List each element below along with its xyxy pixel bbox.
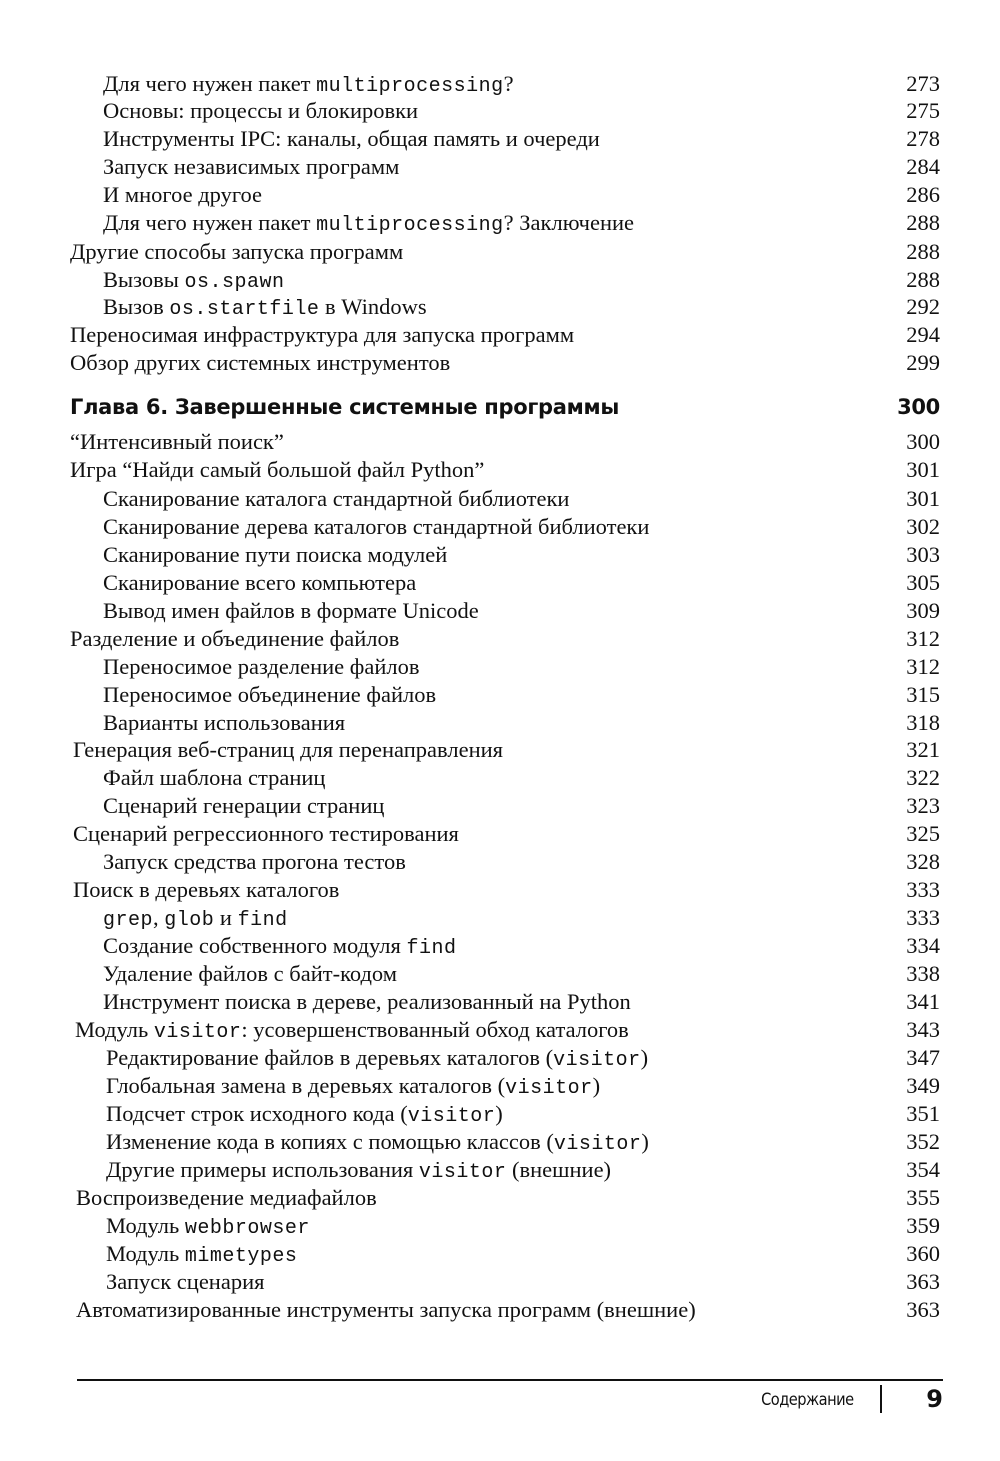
toc-entry — [0, 125, 1000, 153]
toc-entry — [0, 876, 1000, 904]
title-text: ) — [640, 1045, 649, 1070]
toc-page-number: 301 — [906, 457, 940, 482]
title-text: Вызовы — [103, 267, 185, 292]
title-text: Автоматизированные инструменты запуска программ (внешние) — [76, 1297, 696, 1322]
toc-entry — [0, 1100, 1000, 1128]
toc-entry-title — [103, 597, 479, 625]
chapter-heading — [0, 393, 1000, 421]
toc-page-number: 300 — [897, 395, 940, 419]
code-identifier: os.startfile — [169, 298, 320, 321]
title-text: : усовершенствованный обход каталогов — [241, 1017, 629, 1042]
title-text: ) — [641, 1129, 649, 1154]
toc-entry — [0, 848, 1000, 876]
title-text: Сценарий генерации страниц — [103, 793, 385, 818]
toc-entry — [0, 1240, 1000, 1268]
toc-entry — [0, 456, 1000, 484]
toc-entry-title — [103, 513, 649, 541]
toc-entry — [0, 181, 1000, 209]
code-identifier: visitor — [407, 1105, 496, 1128]
title-text: Сканирование пути поиска модулей — [103, 542, 448, 567]
toc-page-number: 315 — [906, 682, 940, 707]
toc-page-number: 312 — [906, 626, 940, 651]
toc-entry — [0, 349, 1000, 377]
toc-entry-title — [70, 321, 574, 349]
toc-page-number: 305 — [906, 570, 940, 595]
title-text: Модуль — [106, 1213, 185, 1238]
toc-entry-title — [103, 792, 384, 820]
toc-entry — [0, 904, 1000, 932]
toc-page-number: 359 — [906, 1213, 940, 1238]
toc-page-number: 312 — [906, 654, 940, 679]
toc-entry — [0, 321, 1000, 349]
title-text: ) — [495, 1101, 503, 1126]
code-identifier: os.spawn — [184, 271, 285, 294]
toc-entry-title — [103, 485, 569, 513]
footer-section-label: Содержание — [761, 1390, 854, 1410]
title-text: “Интенсивный поиск” — [70, 429, 284, 454]
toc-entry — [0, 1212, 1000, 1240]
footer-page-number: 9 — [926, 1385, 943, 1413]
toc-page-number: 278 — [906, 126, 940, 151]
toc-page-number: 288 — [906, 239, 940, 264]
title-text: Вызов — [103, 294, 170, 319]
title-text: Другие способы запуска программ — [70, 239, 404, 264]
title-text: Переносимая инфраструктура для запуска программ — [70, 322, 575, 347]
toc-page-number: 323 — [906, 793, 940, 818]
toc-entry-title — [70, 625, 399, 653]
toc-entry — [0, 1268, 1000, 1296]
title-text: Удаление файлов с байт-кодом — [103, 961, 397, 986]
code-identifier: visitor — [553, 1049, 641, 1072]
title-text: Инструмент поиска в дереве, реализованный на Python — [103, 989, 631, 1014]
title-text: Разделение и объединение файлов — [70, 626, 400, 651]
toc-entry-title — [76, 1184, 377, 1212]
toc-page-number: 351 — [906, 1101, 940, 1126]
toc-entry — [0, 1016, 1000, 1044]
title-text: Игра “Найди самый большой файл Python” — [70, 457, 485, 482]
toc-entry — [0, 1296, 1000, 1324]
toc-entry — [0, 70, 1000, 98]
title-text: Другие примеры использования — [106, 1157, 419, 1182]
toc-page-number: 349 — [906, 1073, 940, 1098]
toc-page-number: 301 — [906, 486, 940, 511]
toc-page-number: 333 — [906, 877, 940, 902]
title-text: Глава 6. Завершенные системные программы — [70, 395, 620, 419]
toc-entry — [0, 97, 1000, 125]
toc-entry — [0, 238, 1000, 266]
toc-entry — [0, 153, 1000, 181]
code-identifier: mimetypes — [184, 1245, 298, 1268]
title-text: Запуск сценария — [106, 1269, 265, 1294]
title-text: Поиск в деревьях каталогов — [73, 877, 340, 902]
title-text: ? — [503, 71, 514, 96]
toc-page-number: 275 — [906, 98, 940, 123]
toc-entry-title — [106, 1100, 503, 1131]
toc-entry — [0, 792, 1000, 820]
title-text: Файл шаблона страниц — [103, 765, 326, 790]
toc-page-number: 322 — [906, 765, 940, 790]
title-text: Запуск средства прогона тестов — [103, 849, 406, 874]
toc-entry-title — [106, 1128, 649, 1159]
toc-page-number: 333 — [906, 905, 940, 930]
toc-entry-title — [103, 181, 262, 209]
toc-page-number: 273 — [906, 71, 940, 96]
title-text: Сканирование дерева каталогов стандартной библиотеки — [103, 514, 650, 539]
toc-page-number: 286 — [906, 182, 940, 207]
title-text: Инструменты IPC: каналы, общая память и очереди — [103, 126, 600, 151]
toc-page-number: 338 — [906, 961, 940, 986]
toc-entry-title — [103, 653, 420, 681]
toc-page-number: 343 — [906, 1017, 940, 1042]
title-text: Сканирование всего компьютера — [103, 570, 417, 595]
title-text: Вывод имен файлов в формате Unicode — [103, 598, 479, 623]
toc-entry-title — [76, 1296, 696, 1324]
toc-entry — [0, 1044, 1000, 1072]
title-text: Редактирование файлов в деревьях каталогов ( — [106, 1045, 554, 1070]
title-text: Подсчет строк исходного кода ( — [106, 1101, 408, 1126]
toc-page-number: 355 — [906, 1185, 940, 1210]
toc-entry-title — [103, 153, 399, 181]
toc-entry — [0, 569, 1000, 597]
toc-entry-title — [103, 541, 447, 569]
toc-entry — [0, 653, 1000, 681]
toc-entry-title — [75, 1016, 629, 1047]
title-text: Переносимое объединение файлов — [103, 682, 437, 707]
toc-entry-title — [103, 709, 345, 737]
toc-page-number: 360 — [906, 1241, 940, 1266]
code-identifier: glob — [164, 909, 215, 932]
toc-entry-title — [70, 349, 450, 377]
toc-entry — [0, 1156, 1000, 1184]
title-text: Модуль — [106, 1241, 185, 1266]
toc-page-number: 292 — [906, 294, 940, 319]
toc-page-number: 303 — [906, 542, 940, 567]
toc-entry-title — [103, 209, 634, 240]
code-identifier: multiprocessing — [316, 214, 504, 237]
code-identifier: visitor — [418, 1161, 507, 1184]
title-text: Изменение кода в копиях с помощью классов ( — [106, 1129, 554, 1154]
toc-page-number: 288 — [906, 267, 940, 292]
toc-page-number: 352 — [906, 1129, 940, 1154]
toc-page-number: 294 — [906, 322, 940, 347]
toc-entry — [0, 681, 1000, 709]
toc-page-number: 334 — [906, 933, 940, 958]
toc-entry-title — [103, 988, 631, 1016]
toc-entry — [0, 513, 1000, 541]
title-text: Глобальная замена в деревьях каталогов ( — [106, 1073, 506, 1098]
toc-page-number: 341 — [906, 989, 940, 1014]
title-text: Варианты использования — [103, 710, 346, 735]
title-text: Основы: процессы и блокировки — [103, 98, 419, 123]
toc-entry — [0, 1128, 1000, 1156]
title-text: Воспроизведение медиафайлов — [76, 1185, 377, 1210]
toc-entry-title — [70, 428, 284, 456]
toc-entry — [0, 1072, 1000, 1100]
toc-entry-title — [103, 904, 288, 935]
title-text: Для чего нужен пакет — [103, 71, 317, 96]
toc-page-number: 288 — [906, 210, 940, 235]
code-identifier: visitor — [505, 1077, 593, 1100]
toc-entry — [0, 597, 1000, 625]
toc-entry — [0, 293, 1000, 321]
toc-entry — [0, 485, 1000, 513]
toc-entry-title — [70, 456, 484, 484]
title-text: , — [153, 905, 165, 930]
title-text: И многое другое — [103, 182, 263, 207]
title-text: Обзор других системных инструментов — [70, 350, 451, 375]
toc-entry-title — [103, 569, 416, 597]
toc-entry-title — [106, 1044, 648, 1075]
toc-entry — [0, 932, 1000, 960]
toc-page-number: 328 — [906, 849, 940, 874]
toc-entry — [0, 209, 1000, 237]
toc-page-number: 363 — [906, 1269, 940, 1294]
toc-page-number: 325 — [906, 821, 940, 846]
code-identifier: find — [406, 937, 457, 960]
code-identifier: find — [237, 909, 288, 932]
footer-separator — [880, 1385, 882, 1413]
toc-entry — [0, 625, 1000, 653]
toc-entry-title — [103, 293, 427, 324]
title-text: Модуль — [75, 1017, 154, 1042]
toc-entry-title — [73, 876, 339, 904]
toc-entry-title — [70, 393, 619, 421]
code-identifier: visitor — [153, 1021, 242, 1044]
toc-page-number: 300 — [906, 429, 940, 454]
toc-entry — [0, 709, 1000, 737]
toc-entry-title — [103, 932, 457, 963]
code-identifier: visitor — [553, 1133, 642, 1156]
title-text: Генерация веб-страниц для перенаправления — [73, 737, 503, 762]
toc-entry-title — [106, 1072, 600, 1103]
footer-rule — [77, 1379, 943, 1381]
title-text: Сканирование каталога стандартной библиотеки — [103, 486, 570, 511]
title-text: Для чего нужен пакет — [103, 210, 317, 235]
toc-page-number: 318 — [906, 710, 940, 735]
title-text: ? Заключение — [503, 210, 635, 235]
toc-page-number: 309 — [906, 598, 940, 623]
toc-entry — [0, 988, 1000, 1016]
toc-entry — [0, 266, 1000, 294]
title-text: в Windows — [319, 294, 427, 319]
toc-entry-title — [106, 1212, 310, 1243]
title-text: Создание собственного модуля — [103, 933, 407, 958]
toc-page-number: 321 — [906, 737, 940, 762]
toc-entry — [0, 764, 1000, 792]
toc-entry-title — [106, 1156, 611, 1187]
toc-page-number: 284 — [906, 154, 940, 179]
toc-entry-title — [106, 1240, 297, 1271]
code-identifier: webbrowser — [184, 1217, 310, 1240]
toc-page-number: 363 — [906, 1297, 940, 1322]
toc-entry — [0, 541, 1000, 569]
title-text: Сценарий регрессионного тестирования — [73, 821, 459, 846]
toc-entry-title — [103, 848, 406, 876]
toc-entry — [0, 820, 1000, 848]
title-text: (внешние) — [506, 1157, 612, 1182]
title-text: Запуск независимых программ — [103, 154, 400, 179]
title-text: и — [214, 905, 238, 930]
toc-entry-title — [103, 97, 418, 125]
toc-entry-title — [73, 820, 459, 848]
toc-page-number: 354 — [906, 1157, 940, 1182]
title-text: Переносимое разделение файлов — [103, 654, 420, 679]
toc-entry — [0, 428, 1000, 456]
title-text: ) — [592, 1073, 601, 1098]
toc-entry-title — [103, 681, 436, 709]
toc-entry-title — [73, 736, 503, 764]
code-identifier: grep — [103, 909, 154, 932]
toc-entry — [0, 1184, 1000, 1212]
toc-entry — [0, 736, 1000, 764]
toc-page-number: 347 — [906, 1045, 940, 1070]
toc-entry-title — [103, 764, 325, 792]
toc-entry-title — [103, 960, 397, 988]
toc-page-number: 302 — [906, 514, 940, 539]
toc-entry — [0, 960, 1000, 988]
toc-entry-title — [106, 1268, 264, 1296]
code-identifier: multiprocessing — [316, 75, 504, 98]
toc-entry-title — [70, 238, 403, 266]
toc-entry-title — [103, 125, 600, 153]
toc-page-number: 299 — [906, 350, 940, 375]
